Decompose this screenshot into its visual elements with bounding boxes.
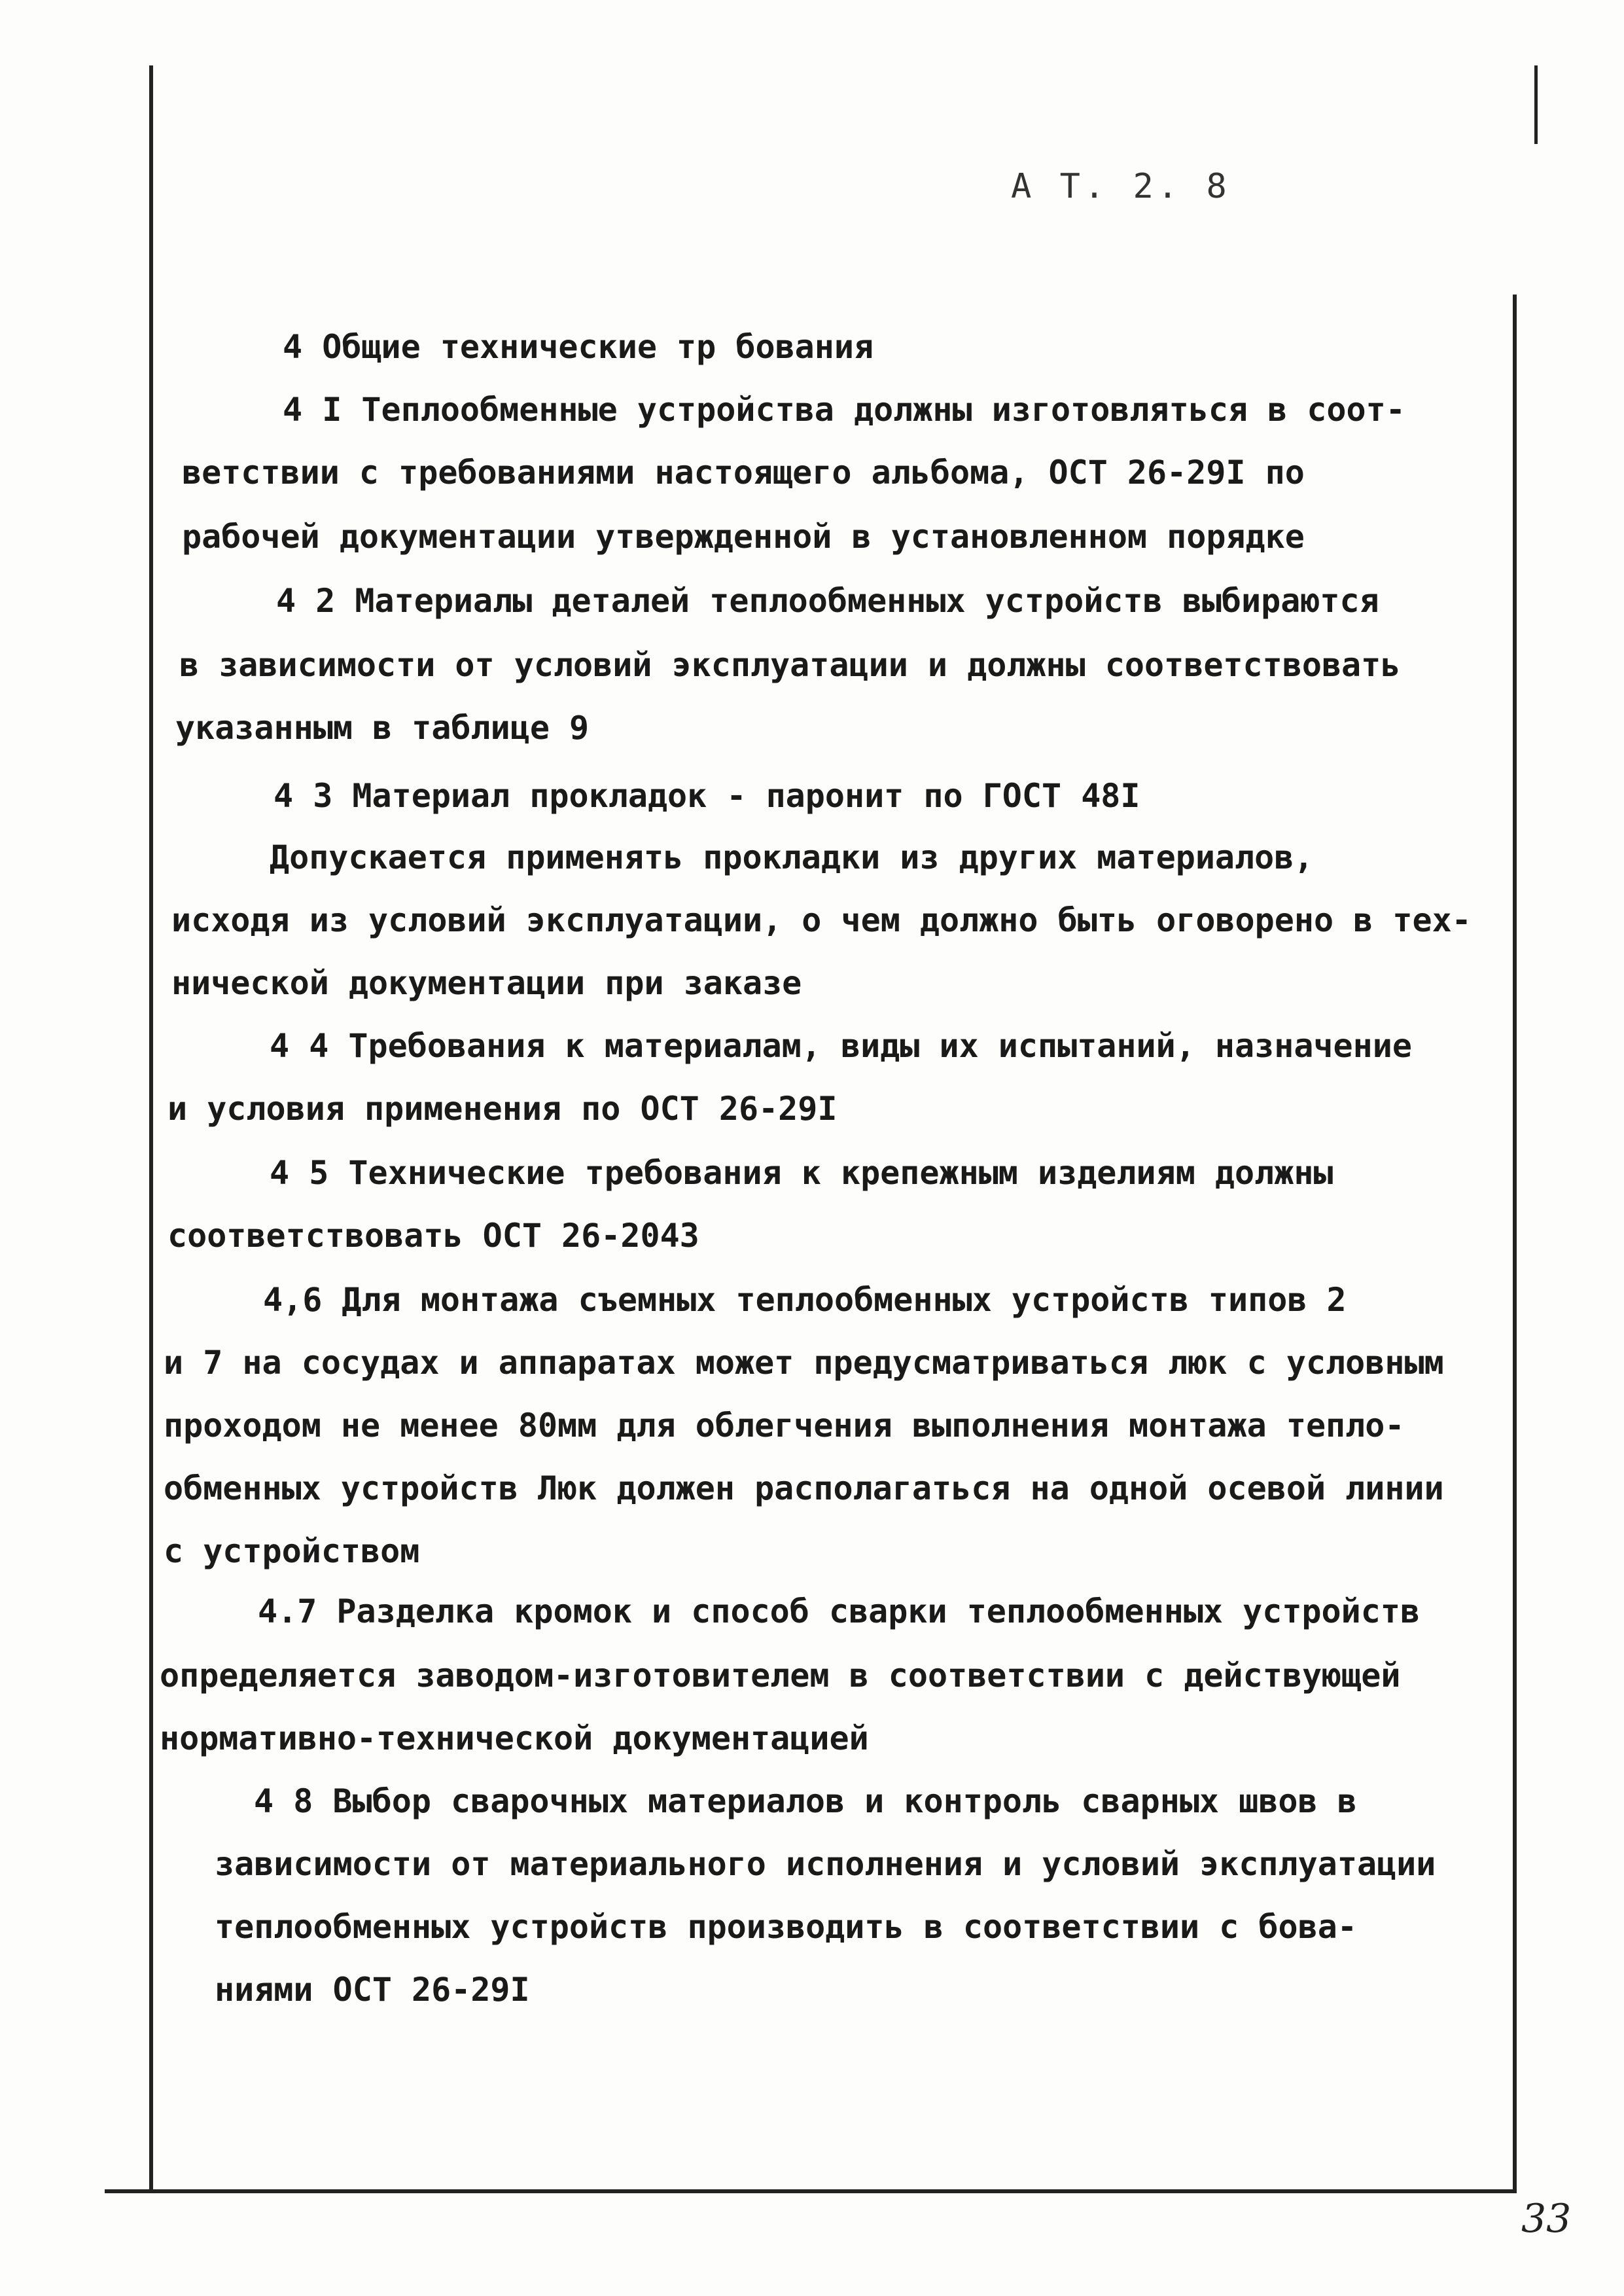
frame-right-top-border (1534, 65, 1538, 144)
paragraph-line: соответствовать ОСТ 26-2043 (168, 1217, 699, 1255)
paragraph-line: ниями ОСТ 26-29I (215, 1971, 530, 2009)
frame-right-border (1513, 295, 1517, 2193)
paragraph-line: 4 8 Выбор сварочных материалов и контроль сварных швов в (254, 1782, 1357, 1820)
paragraph-line: 4 5 Технические требования к крепежным изделиям должны (270, 1154, 1333, 1192)
frame-bottom-border (105, 2189, 1517, 2193)
paragraph-line: Допускается применять прокладки из других материалов, (270, 838, 1314, 876)
paragraph-line: указанным в таблице 9 (175, 709, 590, 747)
paragraph-line: рабочей документации утвержденной в установленном порядке (182, 518, 1305, 556)
document-code: А Т. 2. 8 (1011, 167, 1231, 206)
paragraph-line: обменных устройств Люк должен располагаться на одной осевой линии (164, 1469, 1444, 1507)
paragraph-line: с устройством (164, 1532, 420, 1570)
frame-left-border (149, 65, 153, 2193)
paragraph-line: 4 2 Материалы деталей теплообменных устройств выбираются (276, 582, 1379, 620)
paragraph-line: 4 I Теплообменные устройства должны изготовляться в соот- (283, 391, 1405, 429)
paragraph-line: определяется заводом-изготовителем в соответствии с действующей (160, 1657, 1401, 1695)
page-number: 33 (1521, 2196, 1572, 2242)
paragraph-line: теплообменных устройств производить в соответствии с бова- (215, 1908, 1357, 1946)
paragraph-line: зависимости от материального исполнения и условий эксплуатации (215, 1845, 1436, 1883)
paragraph-line: 4 3 Материал прокладок - паронит по ГОСТ 48I (274, 777, 1140, 815)
paragraph-line: в зависимости от условий эксплуатации и должны соответствовать (179, 646, 1401, 684)
paragraph-line: и 7 на сосудах и аппаратах может предусматриваться люк с условным (164, 1344, 1444, 1382)
section-heading: 4 Общие технические тр бования (283, 328, 874, 366)
paragraph-line: нормативно-технической документацией (160, 1719, 869, 1757)
paragraph-line: 4,6 Для монтажа съемных теплообменных устройств типов 2 (263, 1281, 1347, 1319)
paragraph-line: 4.7 Разделка кромок и способ сварки теплообменных устройств (258, 1592, 1421, 1630)
paragraph-line: 4 4 Требования к материалам, виды их испытаний, назначение (270, 1027, 1412, 1065)
paragraph-line: нической документации при заказе (171, 964, 802, 1002)
paragraph-line: ветствии с требованиями настоящего альбома, ОСТ 26-29I по (182, 454, 1305, 492)
paragraph-line: и условия применения по ОСТ 26-29I (168, 1090, 838, 1128)
paragraph-line: исходя из условий эксплуатации, о чем должно быть оговорено в тех- (171, 901, 1472, 939)
paragraph-line: проходом не менее 80мм для облегчения выполнения монтажа тепло- (164, 1407, 1405, 1444)
